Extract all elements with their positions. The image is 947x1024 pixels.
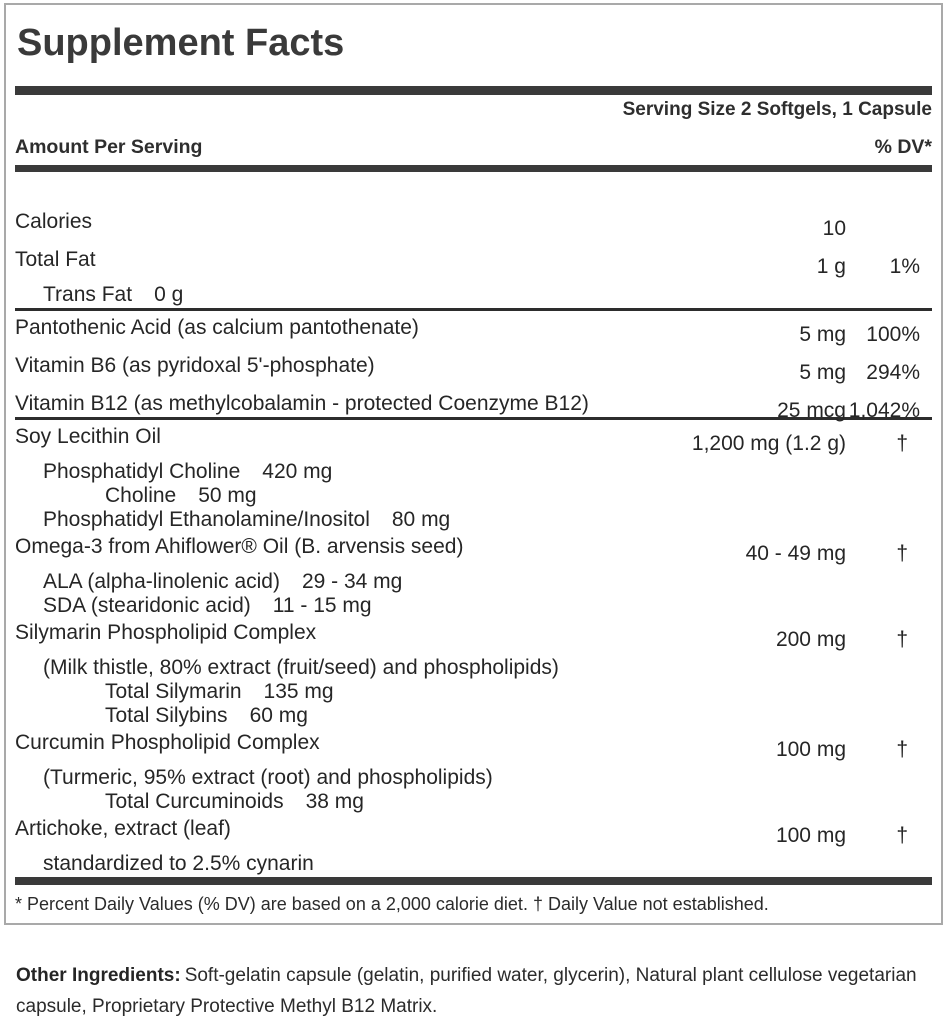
supplement-facts-panel	[4, 3, 943, 925]
ingredient-name: Silymarin Phospholipid Complex	[15, 621, 317, 644]
ingredient-row	[15, 621, 932, 651]
ingredient-row	[15, 316, 932, 346]
ingredient-name: (Milk thistle, 80% extract (fruit/seed) and phospholipids)	[43, 656, 559, 679]
ingredient-row	[15, 704, 932, 727]
ingredient-row	[15, 680, 932, 703]
ingredient-row	[15, 248, 932, 278]
ingredient-name: standardized to 2.5% cynarin	[43, 852, 314, 875]
ingredient-name: Trans Fat	[43, 283, 133, 306]
ingredient-amount: 5 mg	[799, 323, 846, 346]
ingredient-name: Curcumin Phospholipid Complex	[15, 731, 320, 754]
ingredient-name: Total Silymarin	[105, 680, 242, 703]
ingredient-amount: 50 mg	[198, 484, 257, 507]
dv-not-established-dagger: †	[896, 824, 908, 847]
column-header-row	[15, 136, 932, 158]
ingredient-name: Pantothenic Acid (as calcium pantothenate)	[15, 316, 419, 339]
ingredient-amount: 420 mg	[262, 460, 333, 483]
dv-not-established-dagger: †	[896, 542, 908, 565]
header-divider-bar	[15, 165, 932, 172]
ingredient-name: SDA (stearidonic acid)	[43, 594, 251, 617]
other-ingredients-label: Other Ingredients:	[16, 965, 181, 986]
ingredient-amount: 25 mcg	[777, 399, 846, 422]
ingredient-name: Phosphatidyl Choline	[43, 460, 241, 483]
dv-not-established-dagger: †	[896, 738, 908, 761]
other-ingredients	[16, 960, 932, 1022]
other-ingredients-text: Soft-gelatin capsule (gelatin, purified water, glycerin), Natural plant cellulose vegetarian capsule, Proprietary Protective Methyl B12 Matrix.	[16, 965, 917, 1017]
dv-not-established-dagger: †	[896, 432, 908, 455]
ingredient-name: Phosphatidyl Ethanolamine/Inositol	[43, 508, 370, 531]
ingredient-row	[15, 210, 932, 240]
ingredient-dv: 100%	[866, 323, 920, 346]
ingredient-amount: 100 mg	[775, 824, 846, 847]
ingredient-dv: 294%	[866, 361, 920, 384]
ingredient-amount: 40 - 49 mg	[745, 542, 846, 565]
ingredient-row	[15, 766, 932, 789]
footnote: * Percent Daily Values (% DV) are based on a 2,000 calorie diet. † Daily Value not established.	[15, 894, 769, 914]
ingredient-name: Omega-3 from Ahiflower® Oil (B. arvensis seed)	[15, 535, 464, 558]
ingredient-row	[15, 594, 932, 617]
ingredient-amount: 0 g	[154, 283, 184, 306]
ingredient-amount: 135 mg	[263, 680, 334, 703]
ingredient-row	[15, 731, 932, 761]
ingredient-name: Calories	[15, 210, 93, 233]
ingredient-row	[15, 535, 932, 565]
ingredient-row	[15, 425, 932, 455]
ingredient-row	[15, 392, 932, 422]
ingredient-name: Total Fat	[15, 248, 96, 271]
ingredient-row	[15, 508, 932, 531]
ingredient-name: Vitamin B6 (as pyridoxal 5'-phosphate)	[15, 354, 375, 377]
ingredient-name: ALA (alpha-linolenic acid)	[43, 570, 280, 593]
ingredient-name: Total Curcuminoids	[105, 790, 284, 813]
serving-size: Serving Size 2 Softgels, 1 Capsule	[622, 99, 932, 120]
separator-rule	[15, 308, 932, 311]
ingredient-rows	[15, 210, 932, 875]
title-divider-bar	[15, 86, 932, 95]
ingredient-amount: 100 mg	[775, 738, 846, 761]
ingredient-row	[15, 570, 932, 593]
ingredient-amount: 1 g	[816, 255, 846, 278]
ingredient-row	[15, 817, 932, 847]
ingredient-amount: 29 - 34 mg	[301, 570, 403, 593]
ingredient-row	[15, 354, 932, 384]
ingredient-name: Artichoke, extract (leaf)	[15, 817, 231, 840]
ingredient-name: Total Silybins	[105, 704, 228, 727]
ingredient-dv	[846, 217, 928, 240]
ingredient-amount: 10	[822, 217, 846, 240]
ingredient-row	[15, 656, 932, 679]
ingredient-amount: 80 mg	[391, 508, 451, 531]
ingredient-dv: 1%	[889, 255, 920, 278]
column-header-amount: Amount Per Serving	[15, 136, 203, 158]
footnote-divider-bar	[15, 877, 932, 885]
ingredient-row	[15, 283, 932, 306]
ingredient-row	[15, 790, 932, 813]
ingredient-name: Vitamin B12 (as methylcobalamin - protected Coenzyme B12)	[15, 392, 589, 415]
ingredient-row	[15, 852, 932, 875]
ingredient-row	[15, 460, 932, 483]
column-header-dv: % DV*	[874, 136, 932, 158]
ingredient-amount: 60 mg	[249, 704, 308, 727]
ingredient-row	[15, 484, 932, 507]
ingredient-name: Soy Lecithin Oil	[15, 425, 161, 448]
ingredient-amount: 38 mg	[305, 790, 364, 813]
ingredient-dv: 1,042%	[848, 399, 920, 422]
ingredient-name: (Turmeric, 95% extract (root) and phospholipids)	[43, 766, 493, 789]
ingredient-amount: 11 - 15 mg	[272, 594, 372, 617]
ingredient-name: Choline	[105, 484, 177, 507]
label-title: Supplement Facts	[17, 22, 345, 64]
ingredient-amount: 1,200 mg (1.2 g)	[691, 432, 846, 455]
dv-not-established-dagger: †	[896, 628, 908, 651]
ingredient-amount: 5 mg	[799, 361, 846, 384]
ingredient-amount: 200 mg	[775, 628, 846, 651]
